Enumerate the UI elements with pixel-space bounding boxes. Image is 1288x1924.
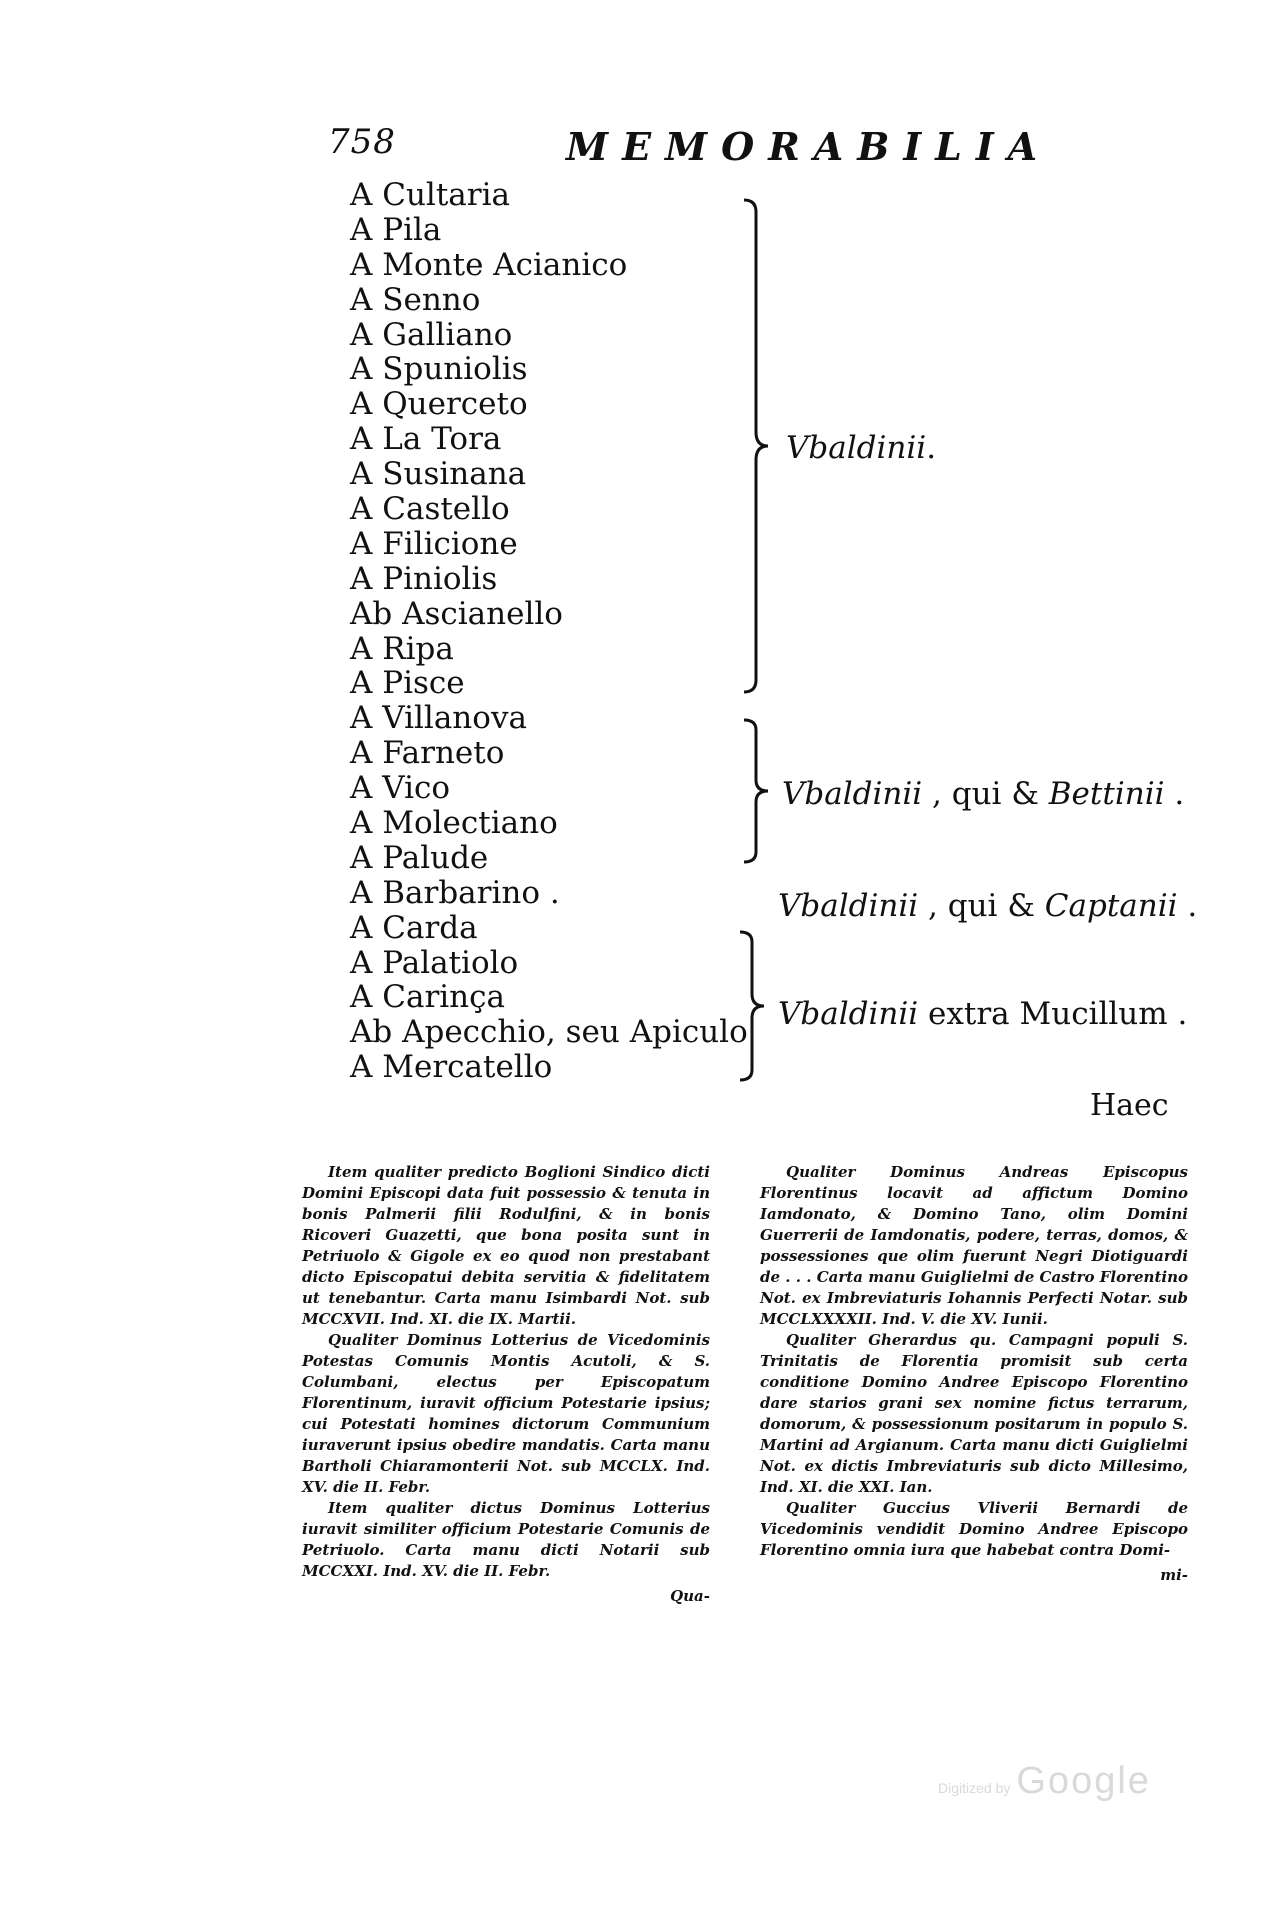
group-4-family: Vbaldinii bbox=[778, 996, 919, 1032]
watermark-brand: Google bbox=[1016, 1760, 1151, 1802]
place-entry: A Palude bbox=[350, 839, 489, 876]
running-title: MEMORABILIA bbox=[566, 124, 1052, 169]
brace-group-4 bbox=[736, 928, 772, 1084]
group-3-family-alt: Captanii bbox=[1044, 888, 1178, 924]
place-entry: A Molectiano bbox=[350, 805, 558, 842]
place-entry: A Cultaria bbox=[350, 177, 510, 213]
brace-group-2-icon bbox=[740, 716, 776, 866]
place-entry: A Carda bbox=[350, 909, 478, 946]
footnote-paragraph: Item qualiter dictus Dominus Lotterius iuravit similiter officium Potestarie Comunis de Petriuolo. Carta manu dicti Notarii sub MCCXXI. Ind. XV. die II. Febr. bbox=[302, 1499, 710, 1580]
group-4-mid: extra Mucillum . bbox=[918, 996, 1188, 1032]
footnote-paragraph: Qualiter Gherardus qu. Campagni populi S. Trinitatis de Florentia promisit sub certa conditione Domino Andree Episcopo Florentino dare starios grani sex nomine fictus terrarum, domorum, & possessionum positarum in populo S. Martini ad Argianum. Carta manu dicti Guiglielmi Not. ex dictis Imbreviaturis sub dicto Millesimo, Ind. XI. die XXI. Ian. bbox=[760, 1331, 1188, 1496]
group-1-tail: . bbox=[926, 430, 937, 466]
footnote-paragraph: Qualiter Guccius Vliverii Bernardi de Vicedominis vendidit Domino Andree Episcopo Florentino omnia iura que habebat contra Domi- bbox=[760, 1499, 1188, 1559]
place-entry: A Piniolis bbox=[350, 560, 498, 597]
place-entry: A Barbarino . bbox=[350, 874, 560, 911]
group-2-tail: . bbox=[1164, 776, 1185, 812]
group-1-label bbox=[786, 430, 936, 466]
place-entry: A Monte Acianico bbox=[350, 246, 628, 283]
brace-group-1 bbox=[740, 196, 776, 696]
group-3-label bbox=[778, 888, 1197, 924]
place-entry: A Filicione bbox=[350, 525, 518, 562]
group-3-tail: . bbox=[1177, 888, 1198, 924]
place-entry: Ab Apecchio, seu Apiculo bbox=[350, 1014, 748, 1051]
brace-group-2 bbox=[740, 716, 776, 866]
group-2-family-alt: Bettinii bbox=[1048, 776, 1165, 812]
group-4-label bbox=[778, 996, 1187, 1032]
group-2-label bbox=[782, 776, 1184, 812]
footnote-paragraph: Item qualiter predicto Boglioni Sindico dicti Domini Episcopi data fuit possessio & tenuta in bonis Palmerii filii Rodulfini, & in bonis Ricoveri Guazetti, que bona posita sunt in Petriuolo & Gigole ex eo quod non prestabant dicto Episcopatui debita servitia & fidelitatem ut tenebantur. Carta manu Isimbardi Not. sub MCCXVII. Ind. XI. die IX. Martii. bbox=[302, 1163, 710, 1328]
place-entry: A Pila bbox=[350, 211, 442, 248]
place-list bbox=[350, 178, 748, 1085]
place-entry: A Mercatello bbox=[350, 1049, 553, 1086]
watermark-prefix: Digitized by bbox=[938, 1780, 1011, 1796]
brace-group-1-icon bbox=[740, 196, 776, 696]
footnote-custos: mi- bbox=[1160, 1566, 1188, 1584]
footnotes-left-column bbox=[302, 1162, 710, 1607]
place-entry: A Castello bbox=[350, 491, 510, 528]
group-2-mid: , qui & bbox=[922, 776, 1049, 812]
place-entry: A Senno bbox=[350, 281, 481, 318]
footnote-custos: Qua- bbox=[670, 1587, 710, 1605]
place-entry: A Vico bbox=[350, 770, 451, 807]
place-entry: A La Tora bbox=[350, 421, 502, 458]
footnote-paragraph: Qualiter Dominus Andreas Episcopus Florentinus locavit ad affictum Domino Iamdonato, & Domino Tano, olim Domini Guerrerii de Iamdonatis, podere, terras, domos, & possessiones que olim fuerunt Negri Diotiguardi de . . . Carta manu Guiglielmi de Castro Florentino Not. ex Imbreviaturis Iohannis Perfecti Notar. sub MCCLXXXXII. Ind. V. die XV. Iunii. bbox=[760, 1163, 1188, 1328]
place-entry: A Villanova bbox=[350, 700, 527, 737]
footnotes-right-column bbox=[760, 1162, 1188, 1586]
place-entry: A Palatiolo bbox=[350, 944, 519, 981]
place-entry: A Querceto bbox=[350, 386, 528, 423]
place-entry: A Carinça bbox=[350, 979, 505, 1016]
place-entry: A Farneto bbox=[350, 735, 505, 772]
place-entry: A Susinana bbox=[350, 456, 527, 493]
place-entry: A Ripa bbox=[350, 630, 454, 667]
catchword: Haec bbox=[1090, 1088, 1169, 1123]
group-2-family: Vbaldinii bbox=[782, 776, 923, 812]
group-3-mid: , qui & bbox=[918, 888, 1045, 924]
group-3-family: Vbaldinii bbox=[778, 888, 919, 924]
place-entry: Ab Ascianello bbox=[350, 595, 563, 632]
footnote-paragraph: Qualiter Dominus Lotterius de Vicedominis Potestas Comunis Montis Acutoli, & S. Columbani, electus per Episcopatum Florentinum, iuravit officium Potestarie ipsius; cui Potestati homines dictorum Communium iuraverunt ipsius obedire mandatis. Carta manu Bartholi Chiaramonterii Not. sub MCCLX. Ind. XV. die II. Febr. bbox=[302, 1331, 710, 1496]
place-entry: A Spuniolis bbox=[350, 351, 528, 388]
group-1-family: Vbaldinii bbox=[786, 430, 927, 466]
digitization-watermark bbox=[938, 1760, 1151, 1803]
brace-group-4-icon bbox=[736, 928, 772, 1084]
place-entry: A Pisce bbox=[350, 665, 465, 702]
page-number: 758 bbox=[328, 122, 396, 162]
place-entry: A Galliano bbox=[350, 316, 513, 353]
